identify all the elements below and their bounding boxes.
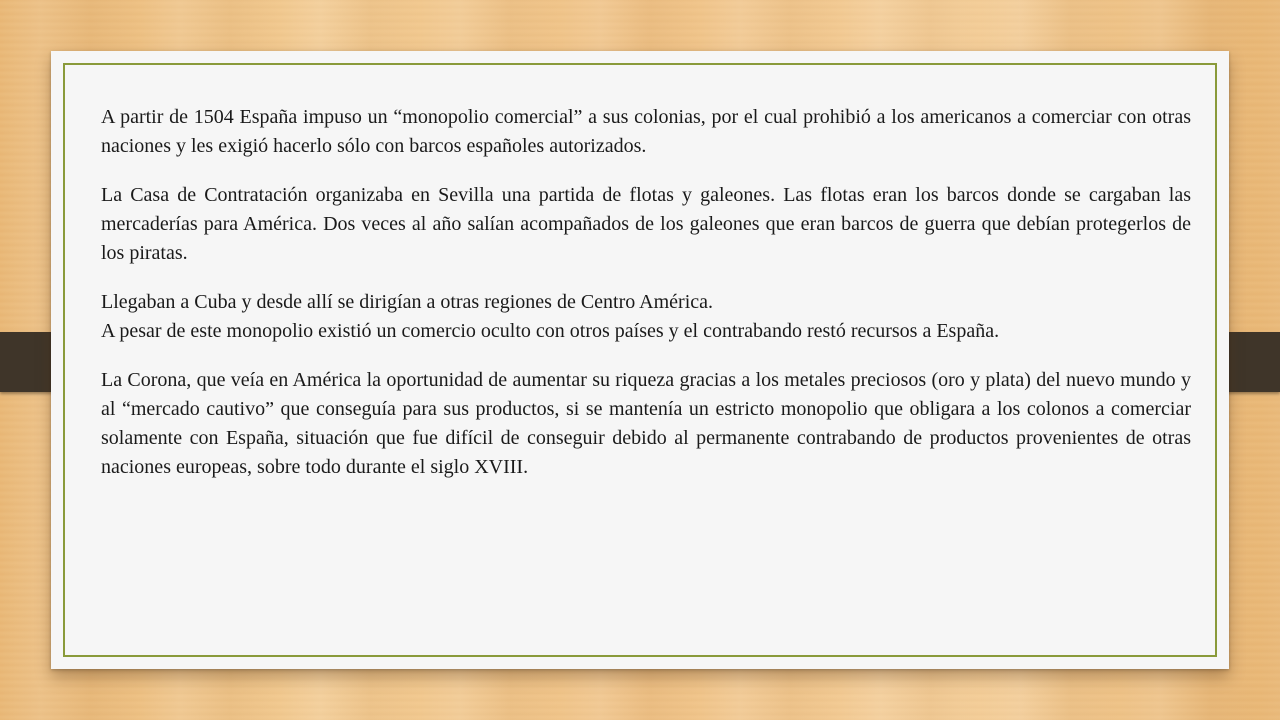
slide-content bbox=[101, 103, 1191, 482]
paragraph-corona: La Corona, que veía en América la oportunidad de aumentar su riqueza gracias a los metales preciosos (oro y plata) del nuevo mundo y al “mercado cautivo” que conseguía para sus productos, si se mantenía un estricto monopolio que obligara a los colonos a comerciar solamente con España, situación que fue difícil de conseguir debido al permanente contrabando de productos provenientes de otras naciones europeas, sobre todo durante el siglo XVIII. bbox=[101, 369, 1191, 478]
paragraph-contrabando: A pesar de este monopolio existió un comercio oculto con otros países y el contrabando restó recursos a España. bbox=[101, 320, 1000, 342]
paragraph-casa-contratacion: La Casa de Contratación organizaba en Sevilla una partida de flotas y galeones. Las flotas eran los barcos donde se cargaban las mercaderías para América. Dos veces al año salían acompañados de los galeones que eran barcos de guerra que debían protegerlos de los piratas. bbox=[101, 184, 1191, 264]
paragraph-cuba: Llegaban a Cuba y desde allí se dirigían a otras regiones de Centro América. bbox=[101, 291, 714, 313]
left-decorative-tab bbox=[0, 332, 52, 392]
slide-card bbox=[51, 51, 1229, 669]
paragraph-monopolio: A partir de 1504 España impuso un “monopolio comercial” a sus colonias, por el cual prohibió a los americanos a comerciar con otras naciones y les exigió hacerlo sólo con barcos españoles autorizados. bbox=[101, 106, 1191, 157]
